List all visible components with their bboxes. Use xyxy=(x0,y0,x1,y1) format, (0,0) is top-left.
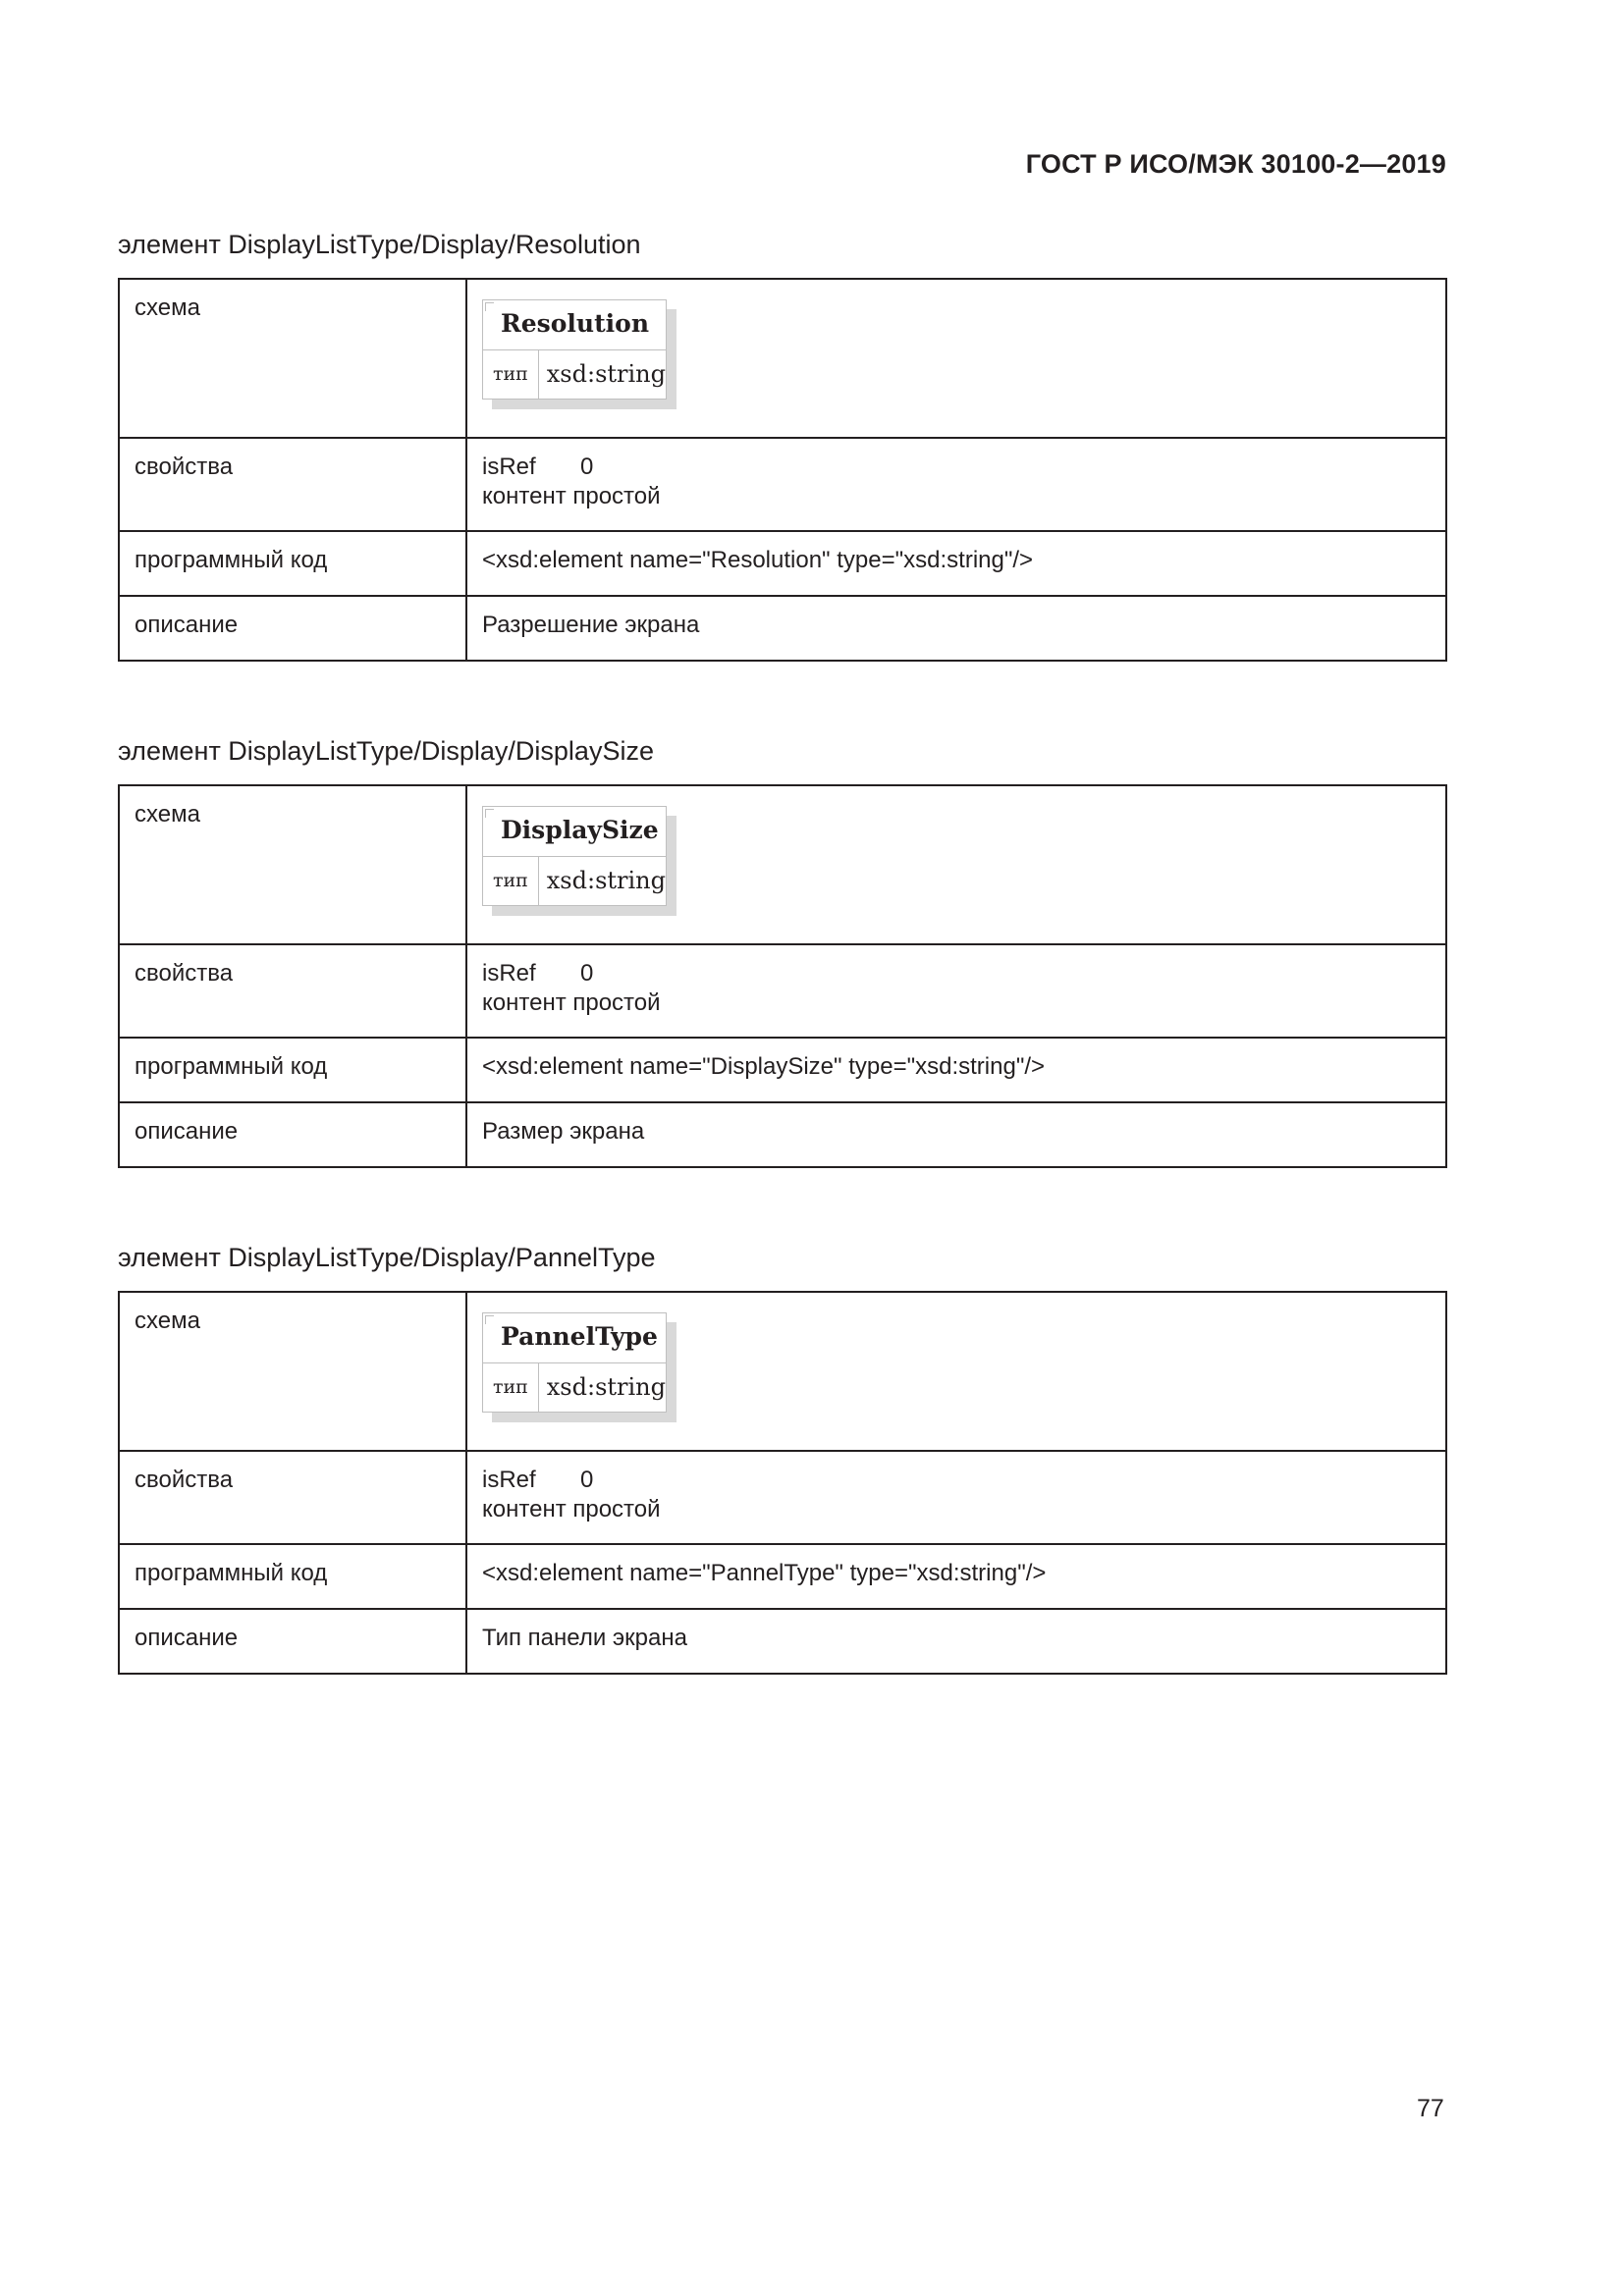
code-cell: <xsd:element name="Resolution" type="xsd:string"/> xyxy=(466,531,1446,596)
schema-type-key: тип xyxy=(483,350,539,400)
schema-card xyxy=(482,806,667,906)
schema-element-name: PannelType xyxy=(483,1313,666,1363)
isref-key: isRef xyxy=(482,960,536,987)
table-row xyxy=(119,1451,1446,1544)
schema-element-name: DisplaySize xyxy=(483,807,666,857)
schema-diagram xyxy=(482,1312,669,1411)
isref-value: 0 xyxy=(580,1467,594,1493)
schema-type-value: xsd:string xyxy=(546,1373,666,1401)
row-label-description: описание xyxy=(119,1609,466,1674)
table-row xyxy=(119,279,1446,438)
isref-value: 0 xyxy=(580,454,594,480)
schema-type-value: xsd:string xyxy=(546,867,666,894)
row-label-properties: свойства xyxy=(119,1451,466,1544)
row-label-scheme: схема xyxy=(119,279,466,438)
row-label-code: программный код xyxy=(119,1038,466,1102)
schema-cell xyxy=(466,279,1446,438)
code-cell: <xsd:element name="PannelType" type="xsd:string"/> xyxy=(466,1544,1446,1609)
schema-cell xyxy=(466,1292,1446,1451)
schema-type-value: xsd:string xyxy=(546,360,666,388)
description-cell: Размер экрана xyxy=(466,1102,1446,1167)
table-row xyxy=(119,944,1446,1038)
content-line: контент простой xyxy=(482,989,661,1016)
element-spec-table xyxy=(118,278,1447,662)
element-section-panneltype xyxy=(118,1242,1447,1675)
properties-cell xyxy=(466,438,1446,531)
row-label-description: описание xyxy=(119,1102,466,1167)
table-row xyxy=(119,596,1446,661)
element-section-displaysize xyxy=(118,735,1447,1168)
element-section-resolution xyxy=(118,229,1447,662)
schema-corner-icon xyxy=(485,302,494,311)
schema-type-key: тип xyxy=(483,1363,539,1413)
schema-type-row xyxy=(483,350,666,400)
page-number: 77 xyxy=(1417,2095,1444,2122)
schema-corner-icon xyxy=(485,1315,494,1324)
schema-corner-icon xyxy=(485,809,494,818)
table-row xyxy=(119,438,1446,531)
schema-type-key: тип xyxy=(483,857,539,906)
schema-type-row xyxy=(483,1363,666,1413)
row-label-properties: свойства xyxy=(119,438,466,531)
section-title: элемент DisplayListType/Display/DisplaySize xyxy=(118,736,654,766)
element-spec-table xyxy=(118,1291,1447,1675)
section-title: элемент DisplayListType/Display/Resolution xyxy=(118,230,641,259)
description-cell: Разрешение экрана xyxy=(466,596,1446,661)
row-label-code: программный код xyxy=(119,1544,466,1609)
schema-cell xyxy=(466,785,1446,944)
row-label-description: описание xyxy=(119,596,466,661)
section-title: элемент DisplayListType/Display/PannelType xyxy=(118,1243,656,1272)
row-label-scheme: схема xyxy=(119,785,466,944)
row-label-properties: свойства xyxy=(119,944,466,1038)
schema-type-row xyxy=(483,857,666,906)
content-line: контент простой xyxy=(482,483,661,509)
table-row xyxy=(119,1609,1446,1674)
content-line: контент простой xyxy=(482,1496,661,1522)
row-label-scheme: схема xyxy=(119,1292,466,1451)
isref-key: isRef xyxy=(482,454,536,480)
isref-key: isRef xyxy=(482,1467,536,1493)
code-cell: <xsd:element name="DisplaySize" type="xsd:string"/> xyxy=(466,1038,1446,1102)
document-standard-header: ГОСТ Р ИСО/МЭК 30100-2—2019 xyxy=(1025,149,1446,179)
table-row xyxy=(119,785,1446,944)
table-row xyxy=(119,531,1446,596)
schema-diagram xyxy=(482,806,669,904)
properties-cell xyxy=(466,1451,1446,1544)
isref-line xyxy=(482,959,1431,988)
properties-cell xyxy=(466,944,1446,1038)
schema-diagram xyxy=(482,299,669,398)
table-row xyxy=(119,1102,1446,1167)
schema-element-name: Resolution xyxy=(483,300,666,350)
isref-line xyxy=(482,453,1431,482)
table-row xyxy=(119,1038,1446,1102)
table-row xyxy=(119,1544,1446,1609)
isref-line xyxy=(482,1466,1431,1495)
schema-card xyxy=(482,1312,667,1413)
description-cell: Тип панели экрана xyxy=(466,1609,1446,1674)
row-label-code: программный код xyxy=(119,531,466,596)
schema-card xyxy=(482,299,667,400)
table-row xyxy=(119,1292,1446,1451)
isref-value: 0 xyxy=(580,960,594,987)
element-spec-table xyxy=(118,784,1447,1168)
